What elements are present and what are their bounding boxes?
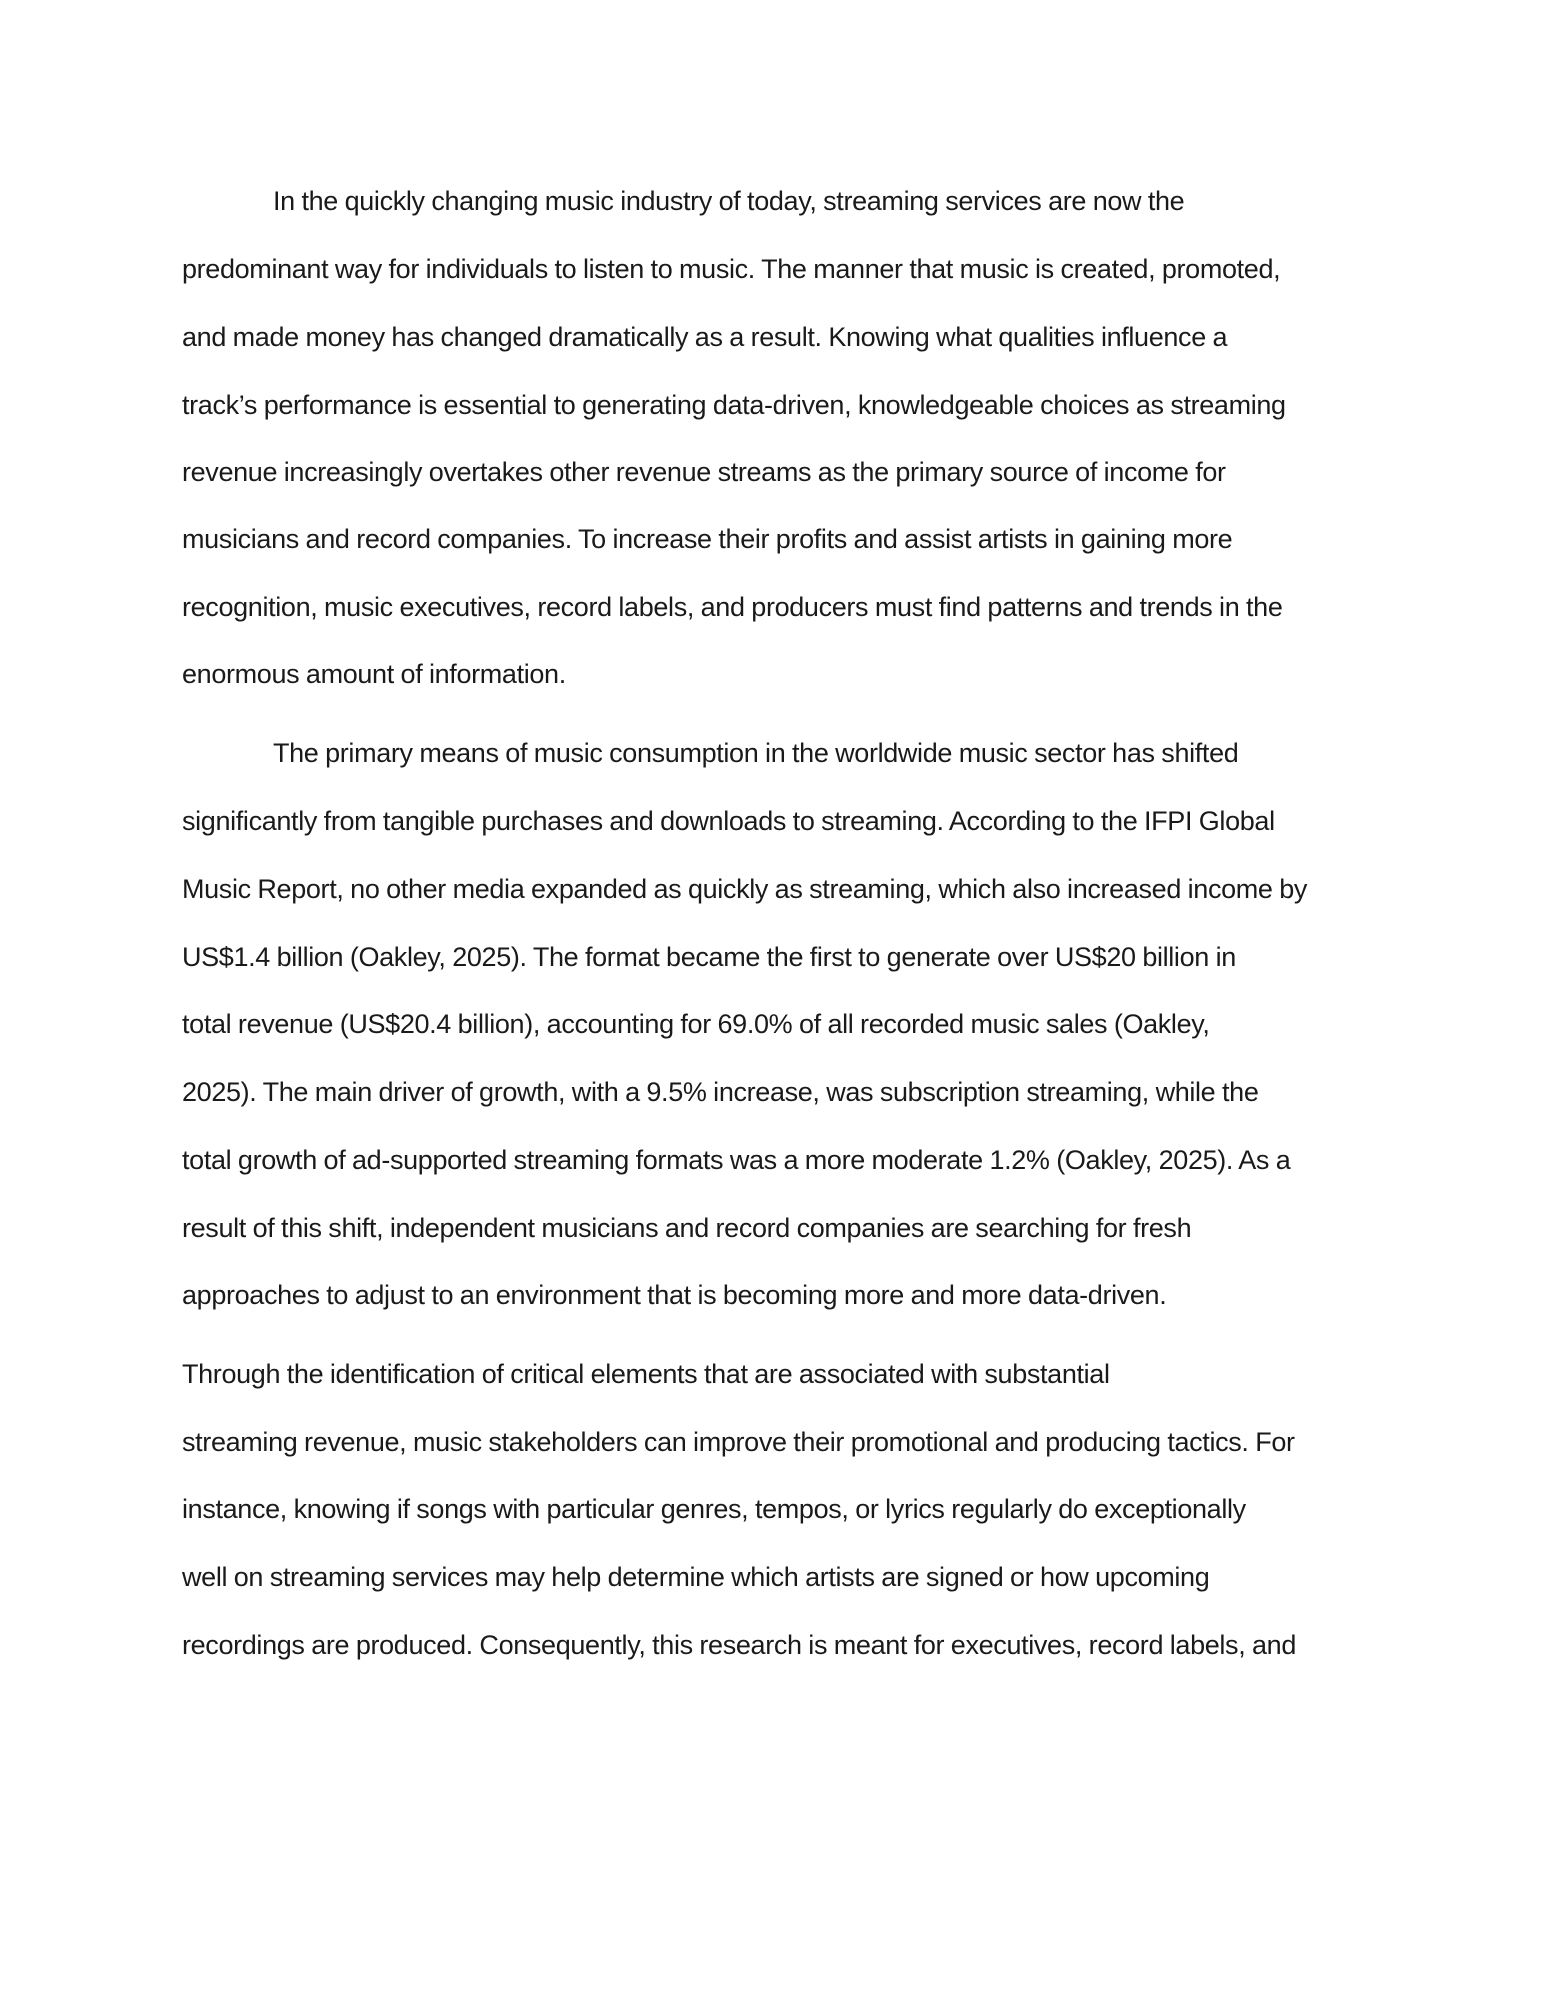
paragraph-line: total growth of ad-supported streaming formats was a more moderate 1.2% (Oakley, 2025). As a	[182, 1145, 1291, 1175]
paragraph-line: Through the identification of critical elements that are associated with substantial	[182, 1359, 1110, 1389]
paragraph-line: streaming revenue, music stakeholders can improve their promotional and producing tactics. For	[182, 1427, 1295, 1457]
paragraph-line: well on streaming services may help determine which artists are signed or how upcoming	[182, 1562, 1210, 1592]
paragraph-line: track’s performance is essential to generating data-driven, knowledgeable choices as streaming	[182, 390, 1286, 420]
paragraph-line: predominant way for individuals to listen to music. The manner that music is created, promoted,	[182, 254, 1281, 284]
paragraph-line: US$1.4 billion (Oakley, 2025). The format became the first to generate over US$20 billion in	[182, 942, 1236, 972]
paragraph-line: revenue increasingly overtakes other revenue streams as the primary source of income for	[182, 457, 1226, 487]
paragraph-line: recordings are produced. Consequently, this research is meant for executives, record labels, and	[182, 1630, 1297, 1660]
paragraph-line: result of this shift, independent musicians and record companies are searching for fresh	[182, 1213, 1192, 1243]
paragraph-line: approaches to adjust to an environment that is becoming more and more data-driven.	[182, 1280, 1167, 1310]
paragraph-line: and made money has changed dramatically as a result. Knowing what qualities influence a	[182, 322, 1228, 352]
paragraph-line: 2025). The main driver of growth, with a 9.5% increase, was subscription streaming, while the	[182, 1077, 1259, 1107]
paragraph-line: recognition, music executives, record labels, and producers must find patterns and trends in the	[182, 592, 1283, 622]
paragraph-line: The primary means of music consumption in the worldwide music sector has shifted	[273, 738, 1239, 768]
paragraph-line: instance, knowing if songs with particular genres, tempos, or lyrics regularly do exceptionally	[182, 1494, 1246, 1524]
paragraph-line: enormous amount of information.	[182, 659, 566, 689]
paragraph-line: significantly from tangible purchases and downloads to streaming. According to the IFPI Global	[182, 806, 1275, 836]
paragraph-line: musicians and record companies. To increase their profits and assist artists in gaining more	[182, 524, 1233, 554]
paragraph-line: total revenue (US$20.4 billion), accounting for 69.0% of all recorded music sales (Oakley,	[182, 1009, 1210, 1039]
paragraph-line: Music Report, no other media expanded as quickly as streaming, which also increased income by	[182, 874, 1308, 904]
paragraph-line: In the quickly changing music industry of today, streaming services are now the	[273, 186, 1185, 216]
